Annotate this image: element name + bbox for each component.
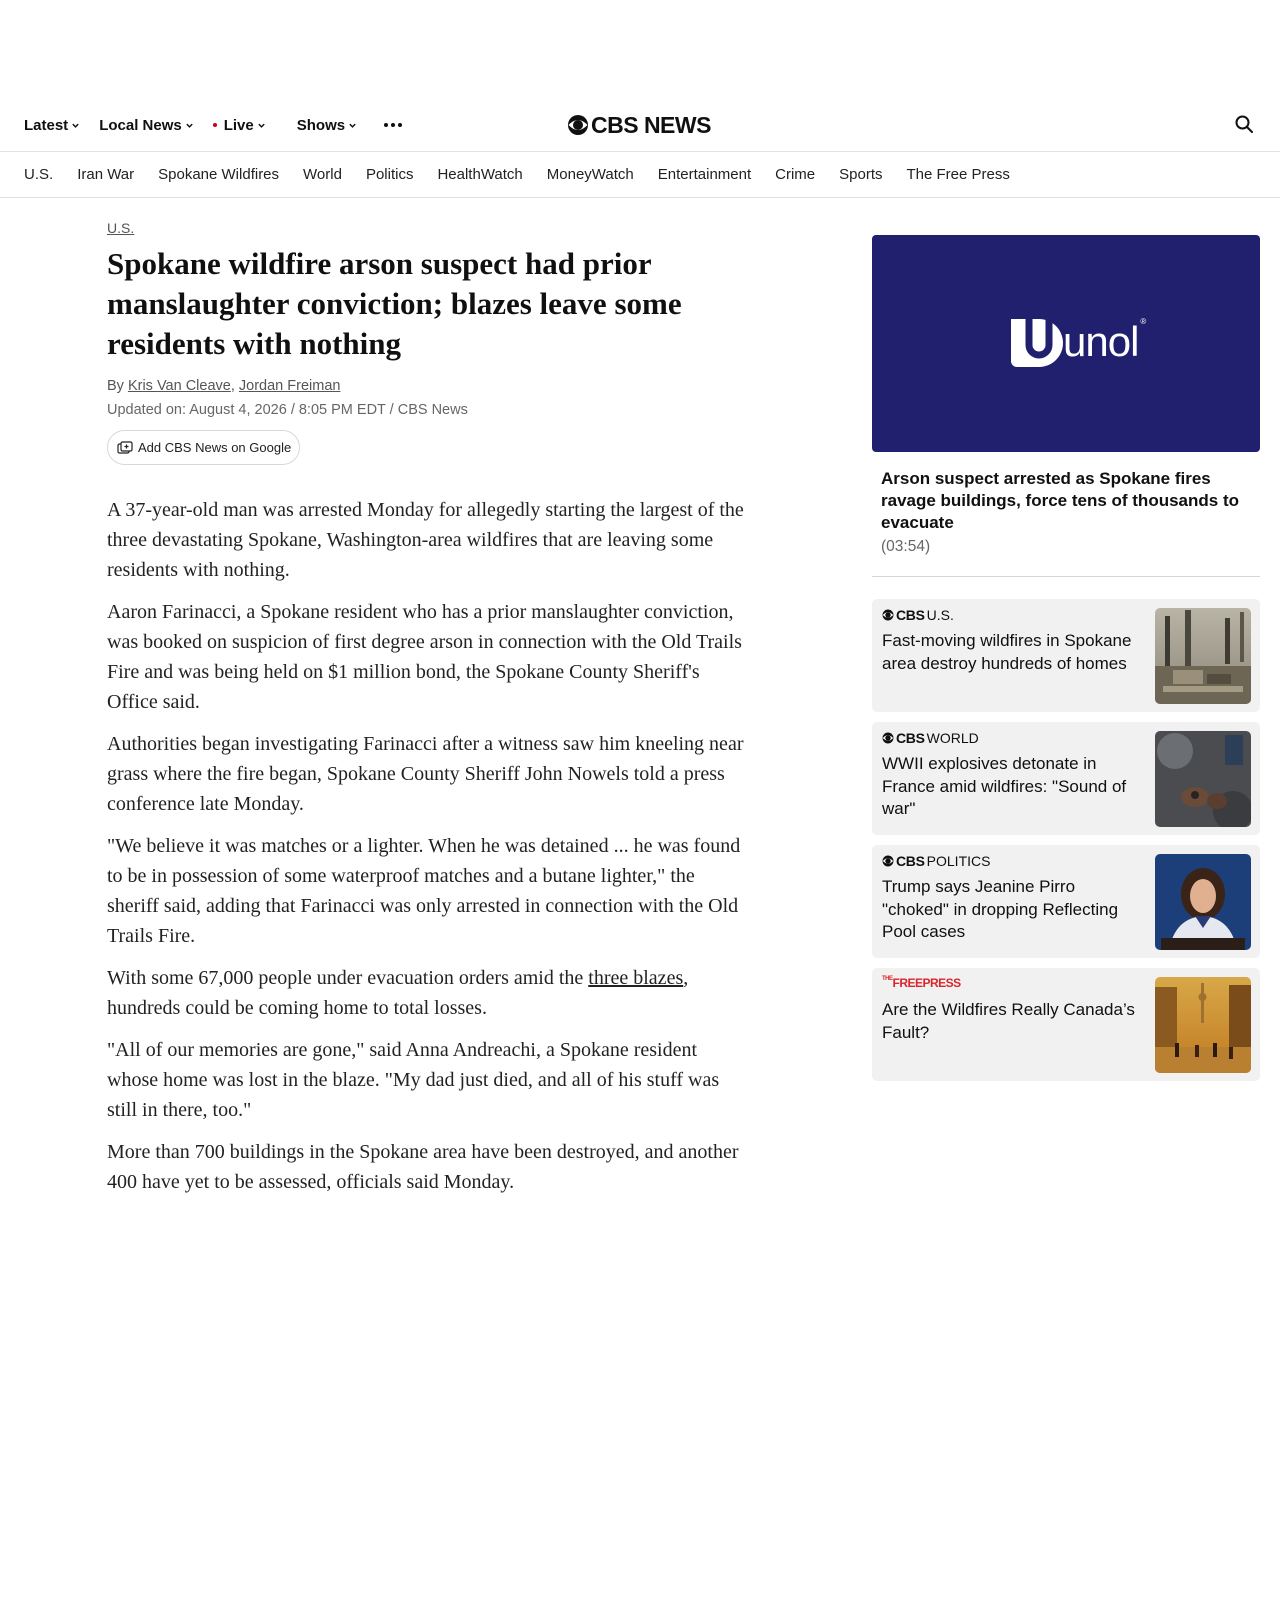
article-headline: Spokane wildfire arson suspect had prior manslaughter conviction; blazes leave some residents with nothing xyxy=(107,246,682,361)
cbs-eye-icon xyxy=(882,855,894,867)
live-indicator-dot xyxy=(213,123,217,127)
nav-latest[interactable] xyxy=(24,117,80,134)
paragraph: More than 700 buildings in the Spokane area have been destroyed, and another 400 have yet to be assessed, officials said Monday. xyxy=(107,1141,739,1193)
paragraph: A 37-year-old man was arrested Monday for allegedly starting the largest of the three devastating Spokane, Washington-area wildfires that are leaving some residents with nothing. xyxy=(107,499,744,581)
paragraph-text: With some 67,000 people under evacuation orders amid the xyxy=(107,967,589,989)
nav-local-news[interactable] xyxy=(99,117,194,134)
rail-divider xyxy=(872,576,1260,577)
nav-live[interactable] xyxy=(213,117,266,134)
author-link-2[interactable]: Jordan Freiman xyxy=(238,378,341,394)
cbs-news-logo[interactable] xyxy=(567,110,711,140)
byline: By Kris Van Cleave, Jordan Freiman xyxy=(107,378,341,394)
section-iran-war[interactable]: Iran War xyxy=(77,166,135,183)
story-thumbnail xyxy=(1155,608,1251,704)
section-the-free-press[interactable]: The Free Press xyxy=(906,166,1010,183)
primary-nav xyxy=(24,100,402,150)
section-entertainment[interactable]: Entertainment xyxy=(657,166,752,183)
related-story-card[interactable] xyxy=(872,845,1260,958)
paragraph: "We believe it was matches or a lighter. When he was detained ... he was found to be in possession of some waterproof matches and a butane lighter," the sheriff said, adding that Farinacci was only arrested in connection with the Old Trails Fire. xyxy=(107,835,741,947)
story-title: Fast-moving wildfires in Spokane area destroy hundreds of homes xyxy=(882,631,1132,673)
section-navigation xyxy=(0,152,1280,198)
byline-by: By xyxy=(107,378,124,394)
related-story-card[interactable] xyxy=(872,968,1260,1081)
paragraph: "All of our memories are gone," said Anna Andreachi, a Spokane resident whose home was lost in the blaze. "My dad just died, and all of his stuff was still in there, too." xyxy=(107,1039,720,1121)
more-menu-icon[interactable] xyxy=(384,123,402,127)
cbs-eye-icon xyxy=(882,609,894,621)
brand-label: CBS xyxy=(896,853,925,869)
search-icon[interactable] xyxy=(1234,114,1254,134)
brand-label: CBS xyxy=(896,607,925,623)
paragraph: Authorities began investigating Farinacci after a witness saw him kneeling near grass where the fire began, Spokane County Sheriff John Nowels told a press conference late Monday. xyxy=(107,733,744,815)
google-button-label: Add CBS News on Google xyxy=(138,440,292,455)
chevron-down-icon xyxy=(257,121,266,130)
related-story-card[interactable] xyxy=(872,722,1260,835)
section-sports[interactable]: Sports xyxy=(839,166,883,183)
cbs-eye-icon xyxy=(882,732,894,744)
nav-latest-label: Latest xyxy=(24,116,69,134)
article-section-link[interactable]: U.S. xyxy=(107,220,135,236)
paragraph: Aaron Farinacci, a Spokane resident who has a prior manslaughter conviction, was booked on suspicion of first degree arson in connection with the Old Trails Fire and was being held on $1 million bond, the Spokane County Sheriff's Office said. xyxy=(107,601,742,713)
logo-text: CBS NEWS xyxy=(591,111,711,138)
video-title[interactable]: Arson suspect arrested as Spokane fires ravage buildings, force tens of thousands to evacuate xyxy=(881,469,1239,532)
section-moneywatch[interactable]: MoneyWatch xyxy=(546,166,634,183)
chevron-down-icon xyxy=(71,121,80,130)
article-body xyxy=(107,495,747,1197)
related-stories xyxy=(872,599,1260,1081)
author-link-1[interactable]: Kris Van Cleave xyxy=(127,378,231,394)
free-press-prefix: THE xyxy=(882,976,893,982)
story-thumbnail xyxy=(1155,731,1251,827)
video-player[interactable] xyxy=(872,235,1260,452)
right-rail xyxy=(872,235,1260,1081)
nav-live-label: Live xyxy=(223,116,254,134)
section-label: U.S. xyxy=(926,607,954,623)
section-politics[interactable]: Politics xyxy=(365,166,414,183)
story-thumbnail xyxy=(1155,977,1251,1073)
free-press-brand-label xyxy=(882,976,961,990)
story-kicker xyxy=(882,976,961,990)
story-thumbnail xyxy=(1155,854,1251,950)
section-healthwatch[interactable]: HealthWatch xyxy=(437,166,523,183)
paragraph-text: , hundreds could be coming home to total losses. xyxy=(107,967,689,1019)
top-navigation xyxy=(0,100,1280,152)
story-kicker xyxy=(882,730,979,746)
three-blazes-link[interactable]: three blazes xyxy=(588,967,684,989)
story-title: WWII explosives detonate in France amid wildfires: "Sound of war" xyxy=(882,754,1127,818)
free-press-name: FREEPRESS xyxy=(892,976,961,990)
video-caption xyxy=(872,452,1260,556)
section-world[interactable]: World xyxy=(303,166,342,183)
section-label: POLITICS xyxy=(926,853,991,869)
google-add-icon xyxy=(117,441,133,455)
nav-shows[interactable] xyxy=(297,117,357,134)
chevron-down-icon xyxy=(185,121,194,130)
section-us[interactable]: U.S. xyxy=(24,166,54,183)
chevron-down-icon xyxy=(348,121,357,130)
story-kicker xyxy=(882,853,990,869)
unol-wordmark: unol xyxy=(1063,318,1139,365)
updated-timestamp: Updated on: August 4, 2026 / 8:05 PM EDT / CBS News xyxy=(107,402,468,418)
unol-ad-logo xyxy=(1009,315,1146,369)
nav-shows-label: Shows xyxy=(296,116,346,134)
cbs-eye-icon xyxy=(567,114,589,136)
related-story-card[interactable] xyxy=(872,599,1260,712)
article xyxy=(107,220,747,1209)
section-spokane-wildfires[interactable]: Spokane Wildfires xyxy=(158,166,280,183)
story-kicker xyxy=(882,607,954,623)
unol-logo-mark-icon xyxy=(1009,315,1065,369)
brand-label: CBS xyxy=(896,730,925,746)
nav-local-news-label: Local News xyxy=(99,116,182,134)
section-crime[interactable]: Crime xyxy=(775,166,816,183)
video-duration: (03:54) xyxy=(881,538,931,555)
add-cbs-on-google-button[interactable] xyxy=(107,430,300,465)
paragraph xyxy=(107,963,747,1023)
section-label: WORLD xyxy=(926,730,979,746)
story-title: Are the Wildfires Really Canada’s Fault? xyxy=(882,1000,1135,1042)
story-title: Trump says Jeanine Pirro "choked" in dropping Reflecting Pool cases xyxy=(882,877,1119,941)
registered-mark: ® xyxy=(1140,317,1147,326)
